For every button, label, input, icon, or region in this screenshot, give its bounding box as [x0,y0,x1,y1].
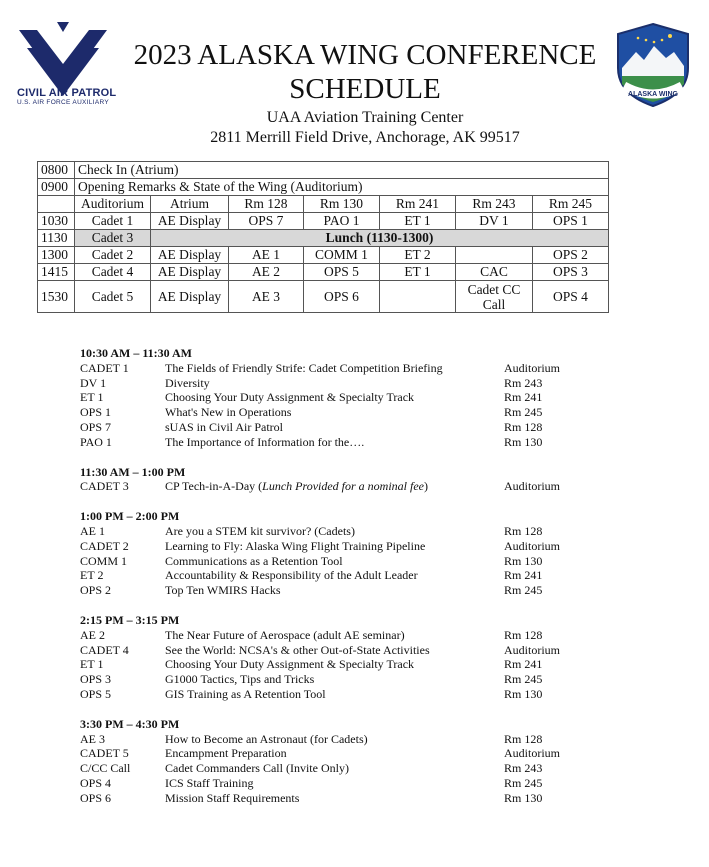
cap-logo-subtitle: U.S. AIR FORCE AUXILIARY [17,99,109,106]
title-line-1: 2023 ALASKA WING CONFERENCE [133,39,597,71]
list-item [80,687,594,702]
session-title: Diversity [165,375,210,390]
session-room: Auditorium [504,746,560,761]
session-room: Rm 245 [504,583,543,598]
schedule-grid [37,161,609,313]
venue-address: 2811 Merrill Field Drive, Anchorage, AK 99517 [210,129,520,146]
time-slot-heading: 1:00 PM – 2:00 PM [80,509,180,524]
session-title: Communications as a Retention Tool [165,553,343,568]
list-item [80,568,594,583]
session-code: COMM 1 [80,553,128,568]
time-slot-heading: 10:30 AM – 11:30 AM [80,346,192,360]
table-row [38,281,609,313]
table-row [38,179,609,196]
session-title: ICS Staff Training [165,775,254,790]
table-cell: OPS 3 [533,264,609,281]
table-cell: AE 3 [229,281,304,313]
session-title: Top Ten WMIRS Hacks [165,583,281,598]
list-item [80,435,594,450]
session-code: OPS 7 [80,419,112,434]
column-header: Rm 130 [304,196,380,213]
lunch-cell: Lunch (1130-1300) [151,230,609,247]
session-code: OPS 6 [80,790,112,805]
list-item [80,732,594,747]
session-code: OPS 5 [80,686,112,701]
session-code: CADET 5 [80,746,129,761]
table-cell: OPS 2 [533,247,609,264]
session-code: OPS 1 [80,405,112,420]
time-cell: 1030 [38,213,75,230]
session-room: Rm 128 [504,523,543,538]
wing-badge-text: ALASKA WING [628,91,678,98]
column-header: Rm 241 [380,196,456,213]
table-cell: AE Display [151,281,229,313]
list-item [80,672,594,687]
table-row [38,213,609,230]
table-row [38,230,609,247]
session-title: CP Tech-in-A-Day (Lunch Provided for a nominal fee) [165,479,429,494]
list-item [80,643,594,658]
list-item [80,539,594,554]
session-room: Rm 245 [504,775,543,790]
list-item [80,390,594,405]
list-item [80,628,594,643]
session-title: What's New in Operations [165,405,292,420]
session-code: PAO 1 [80,434,112,449]
session-room: Rm 128 [504,731,543,746]
table-cell: Cadet 1 [75,213,151,230]
session-title: Encampment Preparation [165,746,287,761]
alaska-wing-badge-icon [614,22,692,108]
session-title: Accountability & Responsibility of the Adult Leader [165,568,418,583]
session-room: Rm 128 [504,627,543,642]
time-slot-heading: 2:15 PM – 3:15 PM [80,612,180,627]
session-title: The Near Future of Aerospace (adult AE seminar) [165,627,405,642]
session-code: AE 3 [80,731,105,746]
table-cell [380,281,456,313]
list-item [80,361,594,376]
table-cell: OPS 1 [533,213,609,230]
session-room: Rm 130 [504,790,543,805]
session-room: Rm 241 [504,657,543,672]
session-title: Learning to Fly: Alaska Wing Flight Training Pipeline [165,538,426,553]
column-header: Rm 245 [533,196,609,213]
session-title: The Fields of Friendly Strife: Cadet Competition Briefing [165,360,443,375]
table-cell: Cadet 5 [75,281,151,313]
session-code: CADET 1 [80,360,129,375]
table-cell: Cadet 2 [75,247,151,264]
session-title: Mission Staff Requirements [165,790,300,805]
table-cell: OPS 4 [533,281,609,313]
list-item [80,405,594,420]
session-title: G1000 Tactics, Tips and Tricks [165,672,315,687]
time-slot-heading: 11:30 AM – 1:00 PM [80,464,186,479]
session-room: Auditorium [504,360,560,375]
list-item [80,554,594,569]
time-cell: 1300 [38,247,75,264]
table-cell: AE Display [151,247,229,264]
session-title: The Importance of Information for the…. [165,434,365,449]
list-item [80,376,594,391]
session-code: CADET 2 [80,538,129,553]
session-code: CADET 3 [80,479,129,494]
time-cell: 1530 [38,281,75,313]
session-code: AE 2 [80,627,105,642]
session-title: GIS Training as A Retention Tool [165,686,326,701]
session-room: Rm 241 [504,390,543,405]
session-title: See the World: NCSA's & other Out-of-State Activities [165,642,430,657]
table-cell: AE Display [151,264,229,281]
table-cell: Cadet 4 [75,264,151,281]
list-item [80,583,594,598]
session-room: Rm 243 [504,375,543,390]
list-item [80,524,594,539]
session-room: Auditorium [504,538,560,553]
session-code: C/CC Call [80,761,131,776]
session-room: Rm 130 [504,434,543,449]
title-line-2: SCHEDULE [289,73,441,105]
session-code: ET 2 [80,568,104,583]
session-code: DV 1 [80,375,107,390]
table-row [38,162,609,179]
session-code: OPS 4 [80,775,112,790]
session-room: Rm 245 [504,405,543,420]
column-header: Atrium [151,196,229,213]
session-room: Rm 245 [504,672,543,687]
time-cell: 1415 [38,264,75,281]
session-code: AE 1 [80,523,105,538]
table-cell: DV 1 [456,213,533,230]
table-cell: ET 1 [380,213,456,230]
session-code: ET 1 [80,657,104,672]
table-cell: ET 1 [380,264,456,281]
table-cell: Cadet CC Call [456,281,533,313]
session-room: Rm 130 [504,553,543,568]
column-header: Auditorium [75,196,151,213]
page-title [120,38,610,106]
session-title: Are you a STEM kit survivor? (Cadets) [165,523,355,538]
time-cell: 1130 [38,230,75,247]
session-title: Choosing Your Duty Assignment & Specialty Track [165,657,415,672]
table-cell: PAO 1 [304,213,380,230]
session-title: sUAS in Civil Air Patrol [165,419,284,434]
table-cell: AE 1 [229,247,304,264]
session-room: Auditorium [504,642,560,657]
time-slot-heading: 3:30 PM – 4:30 PM [80,716,180,731]
column-header: Rm 243 [456,196,533,213]
table-cell: Cadet 3 [75,230,151,247]
table-cell: OPS 7 [229,213,304,230]
table-cell: COMM 1 [304,247,380,264]
venue-block [120,108,610,148]
time-cell: 0900 [38,179,75,196]
session-room: Auditorium [504,479,560,494]
table-cell [456,247,533,264]
table-row [38,247,609,264]
session-title: Cadet Commanders Call (Invite Only) [165,761,349,776]
time-cell: 0800 [38,162,75,179]
session-room: Rm 128 [504,419,543,434]
table-cell: OPS 5 [304,264,380,281]
table-cell: CAC [456,264,533,281]
list-item [80,657,594,672]
list-item [80,420,594,435]
list-item [80,791,594,806]
session-code: ET 1 [80,390,104,405]
session-code: OPS 2 [80,583,112,598]
session-room: Rm 243 [504,761,543,776]
table-cell: ET 2 [380,247,456,264]
table-row [38,264,609,281]
event-cell: Opening Remarks & State of the Wing (Auditorium) [75,179,609,196]
list-item [80,776,594,791]
table-cell: AE 2 [229,264,304,281]
session-room: Rm 241 [504,568,543,583]
session-title: Choosing Your Duty Assignment & Specialty Track [165,390,415,405]
session-list [80,346,594,806]
table-cell: OPS 6 [304,281,380,313]
list-item [80,479,594,494]
table-header-row [38,196,609,213]
list-item [80,761,594,776]
table-cell: AE Display [151,213,229,230]
venue-name: UAA Aviation Training Center [266,109,464,126]
cap-logo-name: CIVIL AIR PATROL [17,87,117,99]
session-code: OPS 3 [80,672,112,687]
session-title: How to Become an Astronaut (for Cadets) [165,731,368,746]
list-item [80,746,594,761]
session-code: CADET 4 [80,642,129,657]
column-header: Rm 128 [229,196,304,213]
session-room: Rm 130 [504,686,543,701]
event-cell: Check In (Atrium) [75,162,609,179]
